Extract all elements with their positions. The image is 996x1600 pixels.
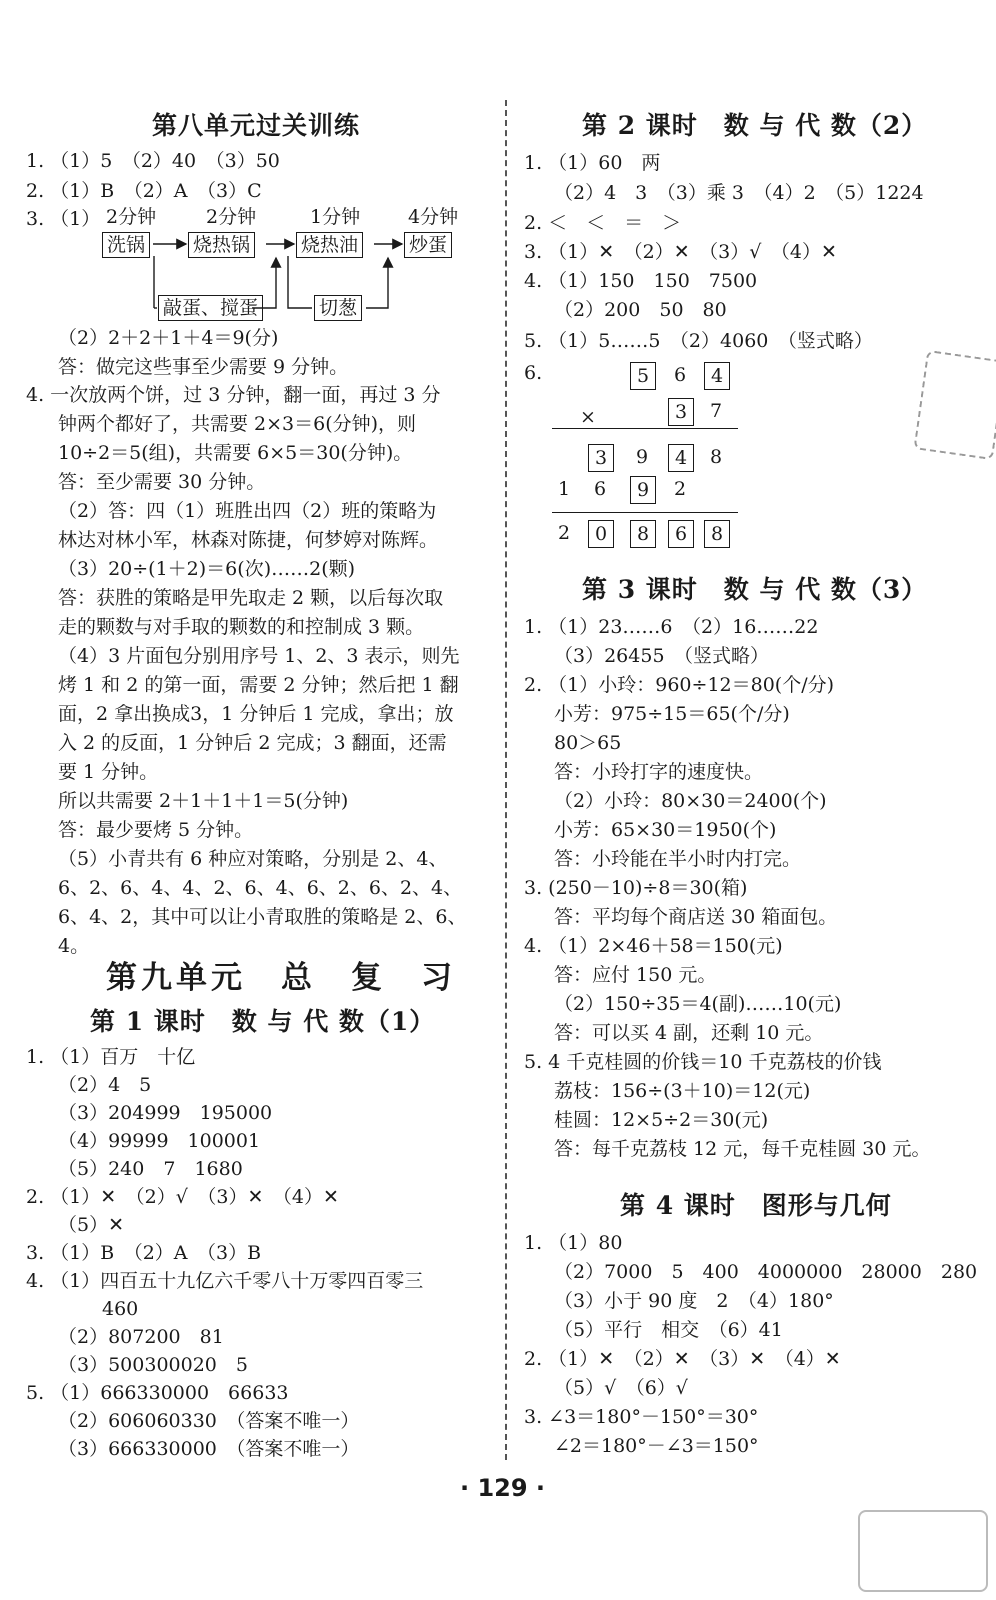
column-divider <box>505 100 507 1460</box>
flow-box-heat-pot: 烧热锅 <box>188 232 255 258</box>
flow-time-2: 2分钟 <box>206 206 257 228</box>
answer-line: （2）4 5 <box>58 1074 152 1096</box>
answer-line: 80＞65 <box>554 732 622 754</box>
answer-line: （2）7000 5 400 4000000 28000 280 <box>554 1261 978 1283</box>
mult-digit-boxed: 8 <box>704 520 730 548</box>
answer-line: ∠2＝180°－∠3＝150° <box>554 1435 759 1457</box>
answer-line: （3）204999 195000 <box>58 1102 273 1124</box>
unit9-heading: 第九单元 总 复 习 <box>106 960 456 996</box>
flow-box-heat-oil: 烧热油 <box>296 232 363 258</box>
answer-line: 4. 一次放两个饼，过 3 分钟，翻一面，再过 3 分 <box>26 384 441 406</box>
mult-digit-boxed: 0 <box>588 520 614 548</box>
answer-line: 小芳：975÷15＝65(个/分) <box>554 703 790 725</box>
answer-line: 460 <box>102 1298 139 1320</box>
mult-digit: 9 <box>635 446 649 468</box>
mult-digit: 2 <box>557 522 571 544</box>
flow-time-1: 2分钟 <box>106 206 157 228</box>
answer-line: 答：至少需要 30 分钟。 <box>58 471 266 493</box>
answer-line: 4. （1）2×46＋58＝150(元) <box>524 935 783 957</box>
answer-line: 1. （1）80 <box>524 1232 623 1254</box>
mult-digit: 2 <box>673 478 687 500</box>
flow-time-4: 4分钟 <box>408 206 459 228</box>
answer-line: 5. 4 千克桂圆的价钱＝10 千克荔枝的价钱 <box>524 1051 882 1073</box>
answer-line: 答：小玲打字的速度快。 <box>554 761 764 783</box>
answer-line: 1. （1）百万 十亿 <box>26 1046 196 1068</box>
answer-line: 答：做完这些事至少需要 9 分钟。 <box>58 356 349 378</box>
flow-box-cut-onion: 切葱 <box>314 295 362 321</box>
lesson4-heading: 第 4 课时 图形与几何 <box>620 1191 892 1220</box>
answer-line: 所以共需要 2＋1＋1＋1＝5(分钟) <box>58 790 349 812</box>
flow-box-beat-egg: 敲蛋、搅蛋 <box>158 295 263 321</box>
answer-line: 1. （1）23……6 （2）16……22 <box>524 616 819 638</box>
answer-line: 钟两个都好了，共需要 2×3＝6(分钟)，则 <box>58 413 417 435</box>
answer-line: （2）2＋2＋1＋4＝9(分) <box>58 327 279 349</box>
answer-line: 2. （1）✕ （2）√ （3）✕ （4）✕ <box>26 1186 339 1208</box>
mult-rule <box>552 512 738 513</box>
answer-line: 6. <box>524 362 543 384</box>
answer-line: 答：每千克荔枝 12 元，每千克桂圆 30 元。 <box>554 1138 931 1160</box>
unit8-heading: 第八单元过关训练 <box>152 111 361 140</box>
site-logo <box>858 1510 988 1592</box>
answer-line: 4。 <box>58 935 90 957</box>
answer-line: （2）4 3 （3）乘 3 （4）2 （5）1224 <box>554 182 924 204</box>
answer-line: 10÷2＝5(组)，共需要 6×5＝30(分钟)。 <box>58 442 413 464</box>
flowchart-arrows <box>26 0 496 340</box>
mult-digit-boxed: 4 <box>668 444 694 472</box>
answer-line: 6、2、6、4、4、2、6、4、6、2、6、2、4、 <box>58 877 463 899</box>
answer-line: 1. （1）5 （2）40 （3）50 <box>26 150 280 172</box>
answer-line: 答：可以买 4 副，还剩 10 元。 <box>554 1022 824 1044</box>
answer-line: 答：平均每个商店送 30 箱面包。 <box>554 906 838 928</box>
page-number: · 129 · <box>460 1474 546 1502</box>
answer-line: 答：获胜的策略是甲先取走 2 颗，以后每次取 <box>58 587 444 609</box>
mult-digit-boxed: 5 <box>630 362 656 390</box>
answer-line: （4）99999 100001 <box>58 1130 261 1152</box>
answer-line: 3. ∠3＝180°－150°＝30° <box>524 1406 759 1428</box>
answer-line: 4. （1）四百五十九亿六千零八十万零四百零三 <box>26 1270 424 1292</box>
answer-line: 走的颗数与对手取的颗数的和控制成 3 颗。 <box>58 616 425 638</box>
answer-line: 桂圆：12×5÷2＝30(元) <box>554 1109 769 1131</box>
answer-line: 要 1 分钟。 <box>58 761 159 783</box>
answer-line: 面，2 拿出换成3，1 分钟后 1 完成，拿出；放 <box>58 703 454 725</box>
answer-line: （5）✕ <box>58 1214 125 1236</box>
mult-digit: 6 <box>673 364 687 386</box>
flow-box-fry-egg: 炒蛋 <box>404 232 452 258</box>
answer-line: （2）200 50 80 <box>554 299 727 321</box>
lesson2-heading: 第 2 课时 数 与 代 数（2） <box>582 111 928 140</box>
mult-digit-boxed: 3 <box>588 444 614 472</box>
answer-line: 3. （1） <box>26 208 101 230</box>
answer-line: 答：应付 150 元。 <box>554 964 717 986</box>
mult-rule <box>552 428 738 429</box>
answer-line: 3. （1）✕ （2）✕ （3）√ （4）✕ <box>524 241 837 263</box>
mult-digit: 6 <box>593 478 607 500</box>
answer-line: 5. （1）666330000 66633 <box>26 1382 289 1404</box>
answer-line: 3. （1）B （2）A （3）B <box>26 1242 262 1264</box>
answer-line: （3）26455 （竖式略） <box>554 645 770 667</box>
answer-line: 答：小玲能在半小时内打完。 <box>554 848 802 870</box>
answer-line: 烤 1 和 2 的第一面，需要 2 分钟；然后把 1 翻 <box>58 674 459 696</box>
answer-line: （2）807200 81 <box>58 1326 224 1348</box>
answer-line: （4）3 片面包分别用序号 1、2、3 表示，则先 <box>58 645 460 667</box>
answer-line: 答：最少要烤 5 分钟。 <box>58 819 254 841</box>
mult-digit-boxed: 9 <box>630 476 656 504</box>
lesson1-heading: 第 1 课时 数 与 代 数（1） <box>90 1007 436 1036</box>
answer-line: （5）240 7 1680 <box>58 1158 243 1180</box>
answer-line: 2. （1）B （2）A （3）C <box>26 180 262 202</box>
mult-digit: 8 <box>709 446 723 468</box>
answer-line: 4. （1）150 150 7500 <box>524 270 758 292</box>
answer-line: 1. （1）60 两 <box>524 152 661 174</box>
answer-line: （5）平行 相交 （6）41 <box>554 1319 783 1341</box>
mult-sign: × <box>580 406 596 428</box>
flow-box-wash-pot: 洗锅 <box>102 232 150 258</box>
answer-line: （2）小玲：80×30＝2400(个) <box>554 790 827 812</box>
answer-line: 5. （1）5……5 （2）4060 （竖式略） <box>524 330 873 352</box>
answer-line: （2）606060330 （答案不唯一） <box>58 1410 360 1432</box>
lesson3-heading: 第 3 课时 数 与 代 数（3） <box>582 575 928 604</box>
answer-line: （5）小青共有 6 种应对策略，分别是 2、4、 <box>58 848 448 870</box>
mult-digit: 1 <box>557 478 571 500</box>
mult-digit-boxed: 6 <box>668 520 694 548</box>
answer-line: 2. （1）小玲：960÷12＝80(个/分) <box>524 674 835 696</box>
answer-line: 6、4、2，其中可以让小青取胜的策略是 2、6、 <box>58 906 467 928</box>
answer-line: （3）小于 90 度 2 （4）180° <box>554 1290 834 1312</box>
answer-line: （3）666330000 （答案不唯一） <box>58 1438 360 1460</box>
answer-line: （3）500300020 5 <box>58 1354 248 1376</box>
answer-line: （2）答：四（1）班胜出四（2）班的策略为 <box>58 500 437 522</box>
answer-line: 入 2 的反面，1 分钟后 2 完成；3 翻面，还需 <box>58 732 447 754</box>
answer-line: 2. ＜ ＜ ＝ ＞ <box>524 212 682 234</box>
stamp <box>913 350 996 460</box>
answer-line: （2）150÷35＝4(副)……10(元) <box>554 993 842 1015</box>
flow-time-3: 1分钟 <box>310 206 361 228</box>
answer-line: （3）20÷(1＋2)＝6(次)……2(颗) <box>58 558 356 580</box>
answer-line: （5）√ （6）√ <box>554 1377 688 1399</box>
answer-line: 荔枝：156÷(3＋10)＝12(元) <box>554 1080 811 1102</box>
answer-line: 3. (250－10)÷8＝30(箱) <box>524 877 748 899</box>
mult-digit-boxed: 3 <box>668 398 694 426</box>
mult-digit-boxed: 8 <box>630 520 656 548</box>
answer-line: 林达对林小军，林森对陈捷，何梦婷对陈辉。 <box>58 529 439 551</box>
answer-line: 2. （1）✕ （2）✕ （3）✕ （4）✕ <box>524 1348 841 1370</box>
mult-digit-boxed: 4 <box>704 362 730 390</box>
answer-line: 小芳：65×30＝1950(个) <box>554 819 777 841</box>
mult-digit: 7 <box>709 400 723 422</box>
